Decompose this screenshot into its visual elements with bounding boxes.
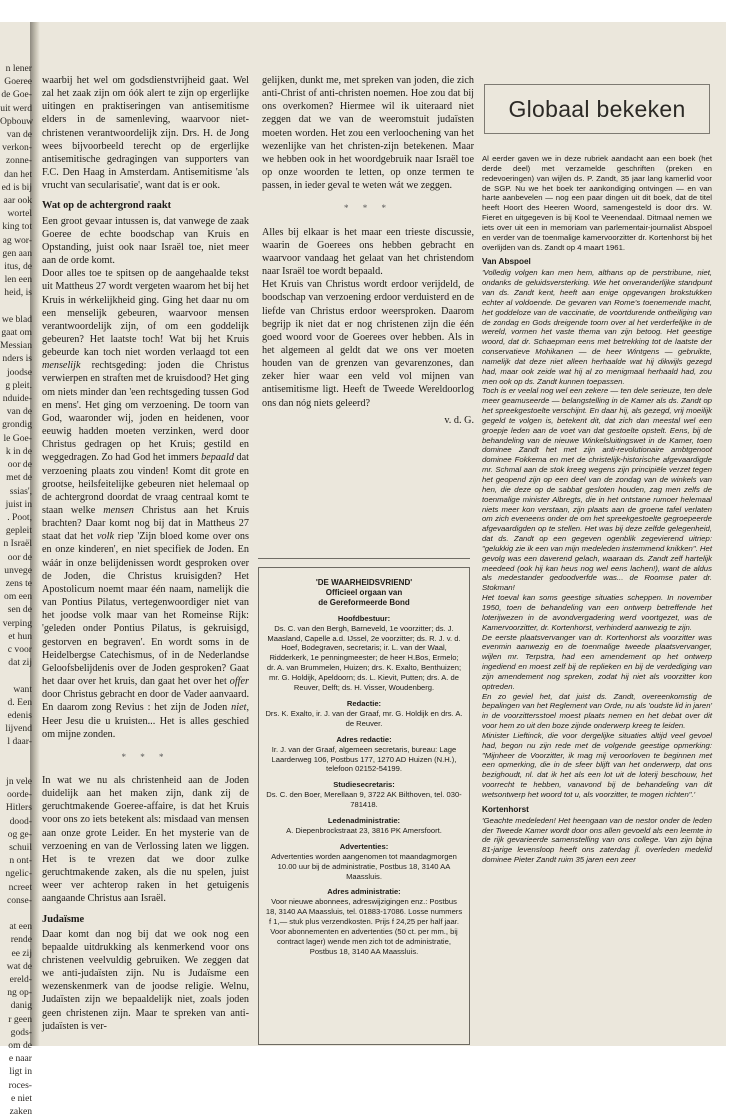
fragment-line: verkon-: [2, 142, 32, 154]
fragment-line: gepleit: [5, 525, 32, 537]
fragment-line: [0, 300, 32, 313]
fragment-line: [0, 762, 32, 775]
fragment-line: itus, de: [4, 261, 32, 273]
advertising-text: Advertenties worden aangenomen tot maandagmorgen 10.00 uur bij de administratie, Postbus 18, 3140 AA Maassluis.: [271, 851, 457, 881]
col3-quote-3: Het toeval kan soms geestige situaties scheppen. In november 1950, toen de behandeling van een ontwerp betreffende het loterijwezen in de avondvergadering werd voortgezet, was de Kamervoorzitter, dr. Kortenhorst, verhinderd aanwezig te zijn.: [482, 593, 712, 632]
membership-admin-heading: Ledenadministratie:: [327, 816, 401, 826]
col3-quote-4: De eerste plaatsvervanger van dr. Kortenhorst als voorzitter was evenmin aanwezig en de toenmalige tweede plaatsvervanger, wijlen mr. Terpstra, had een amendement op het ontwerp ingediend en moest zelf bij de replieken en bij de verdediging van zijn amendement nog spreken, zodat hij niet als voorzitter kon optreden.: [482, 632, 712, 691]
fragment-line: grondig: [2, 419, 32, 431]
fragment-line: king tot: [2, 221, 32, 233]
advertising-heading: Advertenties:: [339, 841, 389, 851]
left-page-fragment: [0, 62, 34, 1118]
fragment-line: uit werd: [0, 102, 32, 114]
fragment-line: gods-: [10, 1026, 32, 1038]
fragment-line: k in de: [5, 445, 32, 457]
col1-subheading: Wat op de achtergrond raakt: [42, 200, 172, 212]
fragment-line: r geen: [8, 1013, 32, 1025]
fragment-line: aar ook: [3, 195, 32, 207]
fragment-line: n Israël: [3, 538, 32, 550]
fragment-line: oor de: [7, 459, 32, 471]
editors-text: Drs. K. Exalto, ir. J. van der Graaf, mr. G. Holdijk en drs. A. de Reuver.: [265, 708, 463, 728]
divider-line: [258, 558, 470, 559]
author-signature: v. d. G.: [444, 414, 474, 426]
colophon-box: [258, 567, 470, 1045]
fragment-line: c voor: [7, 643, 32, 655]
fragment-line: om de: [8, 1040, 32, 1052]
admin-address-text: Voor nieuwe abonnees, adreswijzigingen enz.: Postbus 18, 3140 AA Maassluis, tel. 01883-17086. Losse nummers f 1,— stuk plus verzendkosten. Prijs f 24,25 per half jaar. Voor abonnementen en advertenties (50 ct. per mm., bij contract lager) wende men zich tot de administratie, Postbus 18, 3140 AA Maassluis.: [265, 897, 463, 956]
fragment-line: Hitlers: [5, 802, 32, 814]
col3-quote-6: Minister Lieftinck, die voor dergelijke situaties altijd veel gevoel had, begon nu zijn rede met de volgende geestige opmerking: "Mijnheer de Voorzitter, ik mag mij veroorloven te beginnen met een opmerking, die in de sfeer blijft van het onderwerp, dat ons bezighoudt, nl. dat ik het als een lot uit de loterij beschouw, het voorrecht te hebben, vanavond bij de behandeling van dit wetsontwerp het woord tot u, als voorzitter, te mogen richten".': [482, 730, 712, 799]
colophon-subtitle-1: Officieel orgaan van: [325, 587, 403, 597]
fragment-line: g pleit.: [5, 379, 32, 391]
fragment-line: le Goe-: [3, 432, 32, 444]
fragment-line: wat de: [6, 960, 32, 972]
fragment-line: e naar: [8, 1053, 32, 1065]
fragment-line: schuil: [9, 841, 32, 853]
fragment-line: jn vele: [6, 775, 32, 787]
board-heading: Hoofdbestuur:: [337, 613, 391, 623]
newspaper-page: [0, 22, 726, 1118]
col3-quote-7: 'Geachte medeleden! Het heengaan van de nestor onder de leden der Tweede Kamer wordt door ons allen gevoeld als een leemte in de rijk gevarieerde samenstelling van ons college. Van zijn bijna 81-jarige levensloop heeft ons zaterdag jl. overleden medelid dominee Pieter Zandt ruim 35 jaren een zeer: [482, 815, 712, 865]
fragment-line: nders is: [2, 353, 32, 365]
fragment-line: dat zij: [8, 657, 32, 669]
fragment-line: de Goe-: [1, 89, 32, 101]
fragment-line: Goeree: [4, 76, 32, 88]
membership-admin-text: A. Diepenbrockstraat 23, 3816 PK Amersfoort.: [286, 825, 442, 835]
col3-quote-5: En zo geviel het, dat juist ds. Zandt, overeenkomstig de bepalingen van het Reglement van Orde, nu als 'oudste lid in jaren' in de voorzittersstoel moest plaats nemen en het debat over dit voor hem zo uit den boze zijnde onderwerp kreeg te leiden.: [482, 691, 713, 731]
col1-subheading-2: Judaïsme: [42, 913, 85, 925]
editorial-address-text: Ir. J. van der Graaf, algemeen secretaris, bureau: Lage Laarderweg 106, Postbus 177, 1270 AD Huizen (N.H.), telefoon 02152-54199.: [271, 744, 457, 774]
fragment-line: ng op-: [7, 987, 32, 999]
fragment-line: ag wor-: [2, 234, 32, 246]
fragment-line: . Poot,: [7, 511, 32, 523]
colophon-title: 'DE WAARHEIDSVRIEND': [315, 578, 413, 587]
col1-paragraph-1: waarbij het wel om godsdienstvrijheid gaat. Wel zal het zaak zijn om óók alert te zijn op ergerlijke uitingen en praktiseringen van antisemitisme elders in de samenleving, waarvoor niet-christenen verantwoordelijk zijn. Drs. H. de Jong wees bijvoorbeeld terecht op de ergerlijke antisemitische gedragingen van supporters van F.C. Den Haag in Amsterdam. Antisemitisme 'als vrucht van secularisatie', want dat is er ook.: [42, 75, 249, 192]
fragment-line: ligt in: [9, 1066, 32, 1078]
fragment-line: [0, 907, 32, 920]
colophon-subtitle-2: de Gereformeerde Bond: [318, 597, 410, 607]
fragment-line: l daar-: [7, 736, 32, 748]
fragment-line: oor de: [7, 551, 32, 563]
col1-paragraph-3: In wat we nu als christenheid aan de Joden duidelijk aan het maken zijn, dank zij de geruchtmakende Goeree-affaire, is dat het Kruis voor ons zo iets betekent als: misdaad van mensen aan onze grote Leider. En het mysterie van de verzoening en van de Verlossing laten we liggen. Het is te vrezen dat we door zulke geruchtmakende zaken, als die nu spelen, juist weer ver achterop raken in het getuigenis aangaande Christus aan Israël.: [42, 774, 249, 905]
col3-intro: Al eerder gaven we in deze rubriek aandacht aan een boek (het derde deel) met verzamelde geschriften (preken en redevoeringen) van wijlen ds. P. Zandt, 35 jaar lang kamerlid voor de SGP. Nu we het boek ter aankondiging ontvingen — en van harte aanbevelen — nog een paar dingen uit dit boek, dat de titel heeft Hoort des Heeren Woord, samengesteld is door drs. W. Fieret en uitgegeven is bij Kool te Veenendaal. Ditmaal nemen we iets over uit een in memoriam van parlementair-journalist Abspoel en verder van de toenmalige kamervoorzitter dr. Kortenhorst bij het overlijden van ds. Zandt op 4 maart 1961.: [482, 154, 712, 252]
fragment-line: we blad: [1, 313, 32, 325]
col2-paragraph-1: gelijken, dunkt me, met spreken van joden, die zich anti-Christ of anti-christen noemen. Hoe zou dat bij ons overkomen? Hiermee wil ik uiteraard niet zeggen dat we van de weeromstuit judaïsten moeten worden. Het zou een verloochening van het wezenlijke van het christen-zijn betekenen. Maar we hebben ook in het woordgebruik naar Israël toe op onze woorden te letten, op onze termen te passen, in ieder geval te weten wát we zeggen.: [262, 75, 474, 192]
fragment-line: nduide-: [2, 393, 32, 405]
fragment-line: ed is bij: [1, 181, 32, 193]
section-separator: * * *: [121, 751, 170, 762]
fragment-line: met de: [6, 472, 32, 484]
fragment-line: dood-: [9, 815, 32, 827]
col3-quote-2: Toch is er veelal nog wel een zekere — ten dele serieuze, ten dele meer geamuseerde — belangstelling in de Kamer als ds. Zandt op het spreekgestoelte verschijnt. En daar hij, als gezegd, vrij moeilijk gegeld te volgen is, betekent dit, dat zich dan meestal wel een groepje leden aan de voet van dat gestoelte opstelt. Eens, bij de behandeling van de nieuwe Winkelsluitingswet in de Kamer, toen dominee Zandt het met zijn anti-revolutionaire ambtgenoot dominee Fokkema en met de christelijk-historische afgevaardigde mr. Schmal aan de stok kreeg wegens zijn principiële verzet tegen het geopend zijn op een deel van de zondag van de winkels van hen, die deze op de sabbat gesloten houden, zag men zelfs de toenmalige minister Albregts, die in het ontstane rumoer helemaal niets meer kon verstaan, zijn plaats aan de groene tafel verlaten om zich eveneens onder de om het spreekgestoelte gegroepeerde afgevaardigden op te stellen. Het was bij deze zelfde gelegenheid, dat ds. Zandt op een gegeven ogenblik zegevierend uitriep: "gelukkig zie ik een van mijn medeleden instemmend knikken". Het gevolg was een daverend gelach, waaraan ds. Zandt zelf hartelijk meedeed (ook hij kan heus nog wel eens lachen!), want de aldus als medestander gedoodverfde was... de Roomse pater dr. Stokman!: [482, 386, 712, 593]
study-secretary-text: Ds. C. den Boer, Merellaan 9, 3722 AK Bilthoven, tel. 030-781418.: [266, 790, 462, 810]
fragment-line: zaken: [9, 1106, 32, 1118]
fragment-line: ngelic-: [5, 868, 32, 880]
fragment-line: og ge-: [7, 828, 32, 840]
fragment-line: want: [13, 683, 32, 695]
fragment-line: edenis: [7, 709, 32, 721]
fragment-line: [0, 749, 32, 762]
fragment-line: om een: [4, 591, 32, 603]
fragment-line: [0, 669, 32, 682]
article-column-1: [42, 74, 249, 1046]
editorial-address-heading: Adres redactie:: [336, 734, 392, 744]
fragment-line: roces-: [8, 1079, 32, 1091]
fragment-line: heid, is: [4, 287, 32, 299]
fragment-line: zonne-: [5, 155, 32, 167]
admin-address-heading: Adres administratie:: [327, 887, 401, 897]
col3-subheading-2: Kortenhorst: [482, 804, 529, 814]
fragment-line: gen aan: [2, 247, 32, 259]
fragment-line: et hun: [8, 630, 32, 642]
fragment-line: ncreet: [8, 881, 32, 893]
col3-subheading-1: Van Abspoel: [482, 257, 531, 267]
editors-heading: Redactie:: [346, 698, 382, 708]
fragment-line: ee zij: [11, 947, 32, 959]
fragment-line: van de: [6, 406, 32, 418]
fragment-line: len een: [4, 274, 32, 286]
fragment-line: d. Een: [7, 696, 32, 708]
fragment-line: Opbouw: [0, 115, 34, 127]
col1-paragraph-4: Daar komt dan nog bij dat we ook nog een bepaalde uitdrukking als kenmerkend voor ons christenen veelvuldig gebruiken. We zeggen dat we anti-judaïsten zijn. Nu is Judaïsme een wezenskenmerk van de joodse religie. Welnu, Judaïsten zijn we bepaaldelijk niet, zoals joden geen christenen zijn. Maar te spreken van anti-judaïsten is ver-: [42, 928, 249, 1032]
fragment-line: Messian: [0, 340, 32, 352]
article-column-3: [482, 154, 712, 1044]
fragment-line: juist in: [5, 498, 32, 510]
fragment-line: zens te: [5, 577, 32, 589]
fragment-line: joodse: [6, 366, 32, 378]
col3-quote-1: 'Volledig volgen kan men hem, althans op de perstribune, niet, ondanks de geluidsversterking. Wie het onveranderlijke standpunt van ds. Zandt kent, heeft aan enige opgevangen brokstukken echter al voldoende. De gevaren van Rome's toenemende macht, het goddeloze van de vaccinatie, de voortdurende ontheiliging van de zondag en Gods dreigende toorn over al het verderfelijke in de wereld, vormen het vaste thema van zijn betoog. Het geestige woord, dat dr. Schaepman eens met betrekking tot de laatste der conservatieve Mohikanen — de heer Wintgens — gebruikte, namelijk dat deze niet alleen herhaalde wat hij dikwijls gezegd had, maar ook zeide wat hij al zo menigmaal herhaald had, zou men ook op ds. Zandt kunnen toepassen.: [482, 268, 712, 386]
fragment-line: danig: [10, 1000, 32, 1012]
fragment-line: van de: [6, 129, 32, 141]
col2-paragraph-2b: Het Kruis van Christus wordt erdoor verijdeld, de boodschap van verzoening erdoor verduisterd en de liefde van Christus erdoor weersproken. Daarom begrijp ik niet dat er nog christenen zijn die één goed woord voor de Goerees over hebben. Als in het algemeen al geldt dat we ons ver moeten houden van de grenzen van gevarenzones, dan zeker hier waar een veld vol mijnen van antisemitisme ligt. Heeft de Tweede Wereldoorlog ons dan nóg niets geleerd?: [262, 279, 474, 409]
study-secretary-heading: Studiesecretaris:: [333, 780, 395, 790]
col1-paragraph-2a: Een groot gevaar intussen is, dat vanwege de zaak Goeree de echte boodschap van Kruis en Opstanding, juist ook naar Israël toe, niet meer aan de orde komt.: [42, 215, 249, 267]
fragment-line: conse-: [6, 894, 32, 906]
section-separator-2: * * *: [344, 203, 392, 214]
section-title: Globaal bekeken: [508, 95, 686, 122]
fragment-line: lijvend: [5, 723, 32, 735]
fragment-line: ereld-: [9, 974, 32, 986]
fragment-line: verping: [2, 617, 32, 629]
fragment-line: unvege: [4, 564, 32, 576]
fragment-line: n lener: [5, 63, 32, 74]
col1-paragraph-2b: Door alles toe te spitsen op de aangehaalde tekst uit Mattheus 27 wordt vergeten waarom het bij het Kruis in wérkelijkheid ging. Ging het daar nu om een menselijk gebeuren, waarvoor mensen verantwoordelijk zijn, of om een goddelijk gebeuren? Het laatste toch! Wat bij het Kruis gebeurde kan toch niet worden verlaagd tot een menselijk rechtsgeding: joden die Christus verwierpen en straften met de kruisdood? Het ging om niets minder dan 'een rechtsgeding tussen God en mens'. Het ging om verzoening. De toorn van God, waaronder wij, joden en heidenen, voor eeuwig hadden moeten verzinken, werd door Christus gedragen op het Kruis; gestild en weggedragen. Zo had God het immers bepaald dat verzoening plaats zou vinden! Komt dit grote en grootse, heilsfeitelijke gebeuren niet helemaal op de achtergrond doordat de vraag centraal komt te staan welke mensen Christus aan het Kruis brachten? Daar komt nog bij dat in Mattheus 27 staat dat het volk riep 'Zijn bloed kome over ons en onze kinderen', en niet specifiek de Joden. En wáár in onze belijdenissen wordt gesproken over de Joden, die Christus kruisigden? Het Apostolicum noemt maar één naam, namelijk die van Pontius Pilatus, vertegenwoordiger niet van het joodse volk maar van het Romeinse Rijk: 'geleden onder Pontius Pilatus, is gekruisigd, gestorven en begraven'. En wordt soms in de Heidelbergse Catechismus, of in de Nederlandse Geloofsbelijdenis over de Joden gesproken? Gaat het daar over het kruis, dan gaat het over het offer door Christus gebracht en door de Vader aanvaard. En daarom zong Revius : het zijn de Joden niet, Heer Jesu die u kruisten... Het is alles geschied om mijne zonden.: [42, 268, 250, 740]
fragment-line: at een: [9, 921, 32, 933]
fragment-line: e niet: [10, 1092, 32, 1104]
fragment-line: ssias',: [9, 485, 32, 497]
article-column-2: [262, 74, 474, 474]
fragment-line: dan het: [4, 168, 32, 180]
fragment-line: wortel: [7, 208, 32, 220]
fragment-line: rende: [10, 934, 32, 946]
section-title-box: [484, 84, 710, 134]
fragment-line: sen de: [7, 604, 32, 616]
fragment-line: oorde-: [6, 789, 32, 801]
fragment-line: gaat om: [1, 327, 32, 339]
board-text: Ds. C. van den Bergh, Barneveld, 1e voorzitter; ds. J. Maasland, Capelle a.d. IJssel, 2e voorzitter; ds. R. J. v. d. Hoef, Bodegraven, secretaris; ir. L. van der Waal, Ridderkerk, 1e penningmeester; de heer H.Bos, Ermelo; dr. A. van Brummelen, Huizen; drs. K. Exalto, Benthuizen; mr. G. Holdijk, Apeldoorn; ds. L. Kievit, Putten; drs. A. de Reuver, Delft; ds. H. Visser, Woudenberg.: [266, 623, 462, 693]
fragment-line: n ont-: [9, 855, 32, 867]
col2-paragraph-2a: Alles bij elkaar is het maar een trieste discussie, waarin de Goerees ons hebben gebracht en waarvoor vandaag het gelaat van het christendom naar Israël toe wordt bepaald.: [262, 226, 474, 278]
